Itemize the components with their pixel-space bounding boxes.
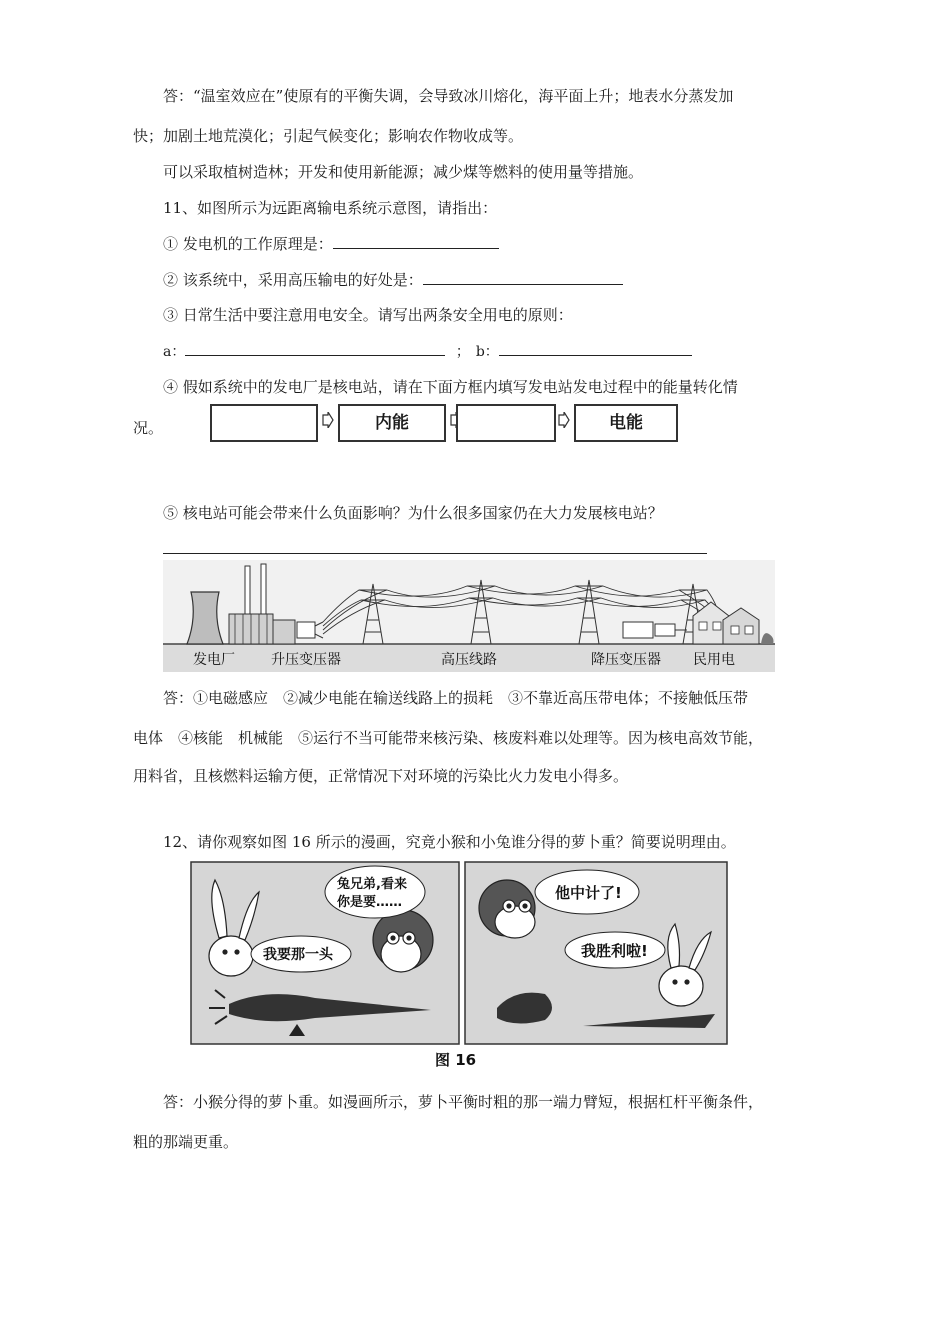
- label-residential-power: 民用电: [693, 652, 735, 668]
- question-11-item-4-cont: 况。: [133, 419, 164, 437]
- question-12-title: 12、请你观察如图 16 所示的漫画，究竟小猴和小兔谁分得的萝卜重？简要说明理由。: [163, 833, 736, 851]
- figure-caption: 图 16: [435, 1051, 477, 1069]
- blank-a-label: a：: [163, 344, 186, 360]
- comic-figure-16: [185, 858, 731, 1074]
- bubble-text: 你是要……: [337, 895, 403, 910]
- arrow-right-icon: [558, 412, 570, 428]
- answer-blank[interactable]: [333, 234, 499, 249]
- item-label: ② 该系统中，采用高压输电的好处是：: [163, 271, 423, 289]
- label-high-voltage-line: 高压线路: [441, 652, 497, 668]
- blank-b-label: b：: [475, 344, 499, 360]
- label-step-down-transformer: 降压变压器: [591, 652, 661, 668]
- answer-blank-a[interactable]: [185, 341, 445, 356]
- answer-12-line: 粗的那端更重。: [133, 1133, 239, 1151]
- question-11-item-5: ⑤ 核电站可能会带来什么负面影响？为什么很多国家仍在大力发展核电站？: [163, 504, 663, 522]
- bubble-text: 兔兄弟,看来: [337, 877, 407, 892]
- answer-12-line: 答：小猴分得的萝卜重。如漫画所示，萝卜平衡时粗的那一端力臂短，根据杠杆平衡条件，: [163, 1093, 764, 1111]
- flow-box-internal-energy: 内能: [338, 404, 446, 442]
- label-step-up-transformer: 升压变压器: [271, 652, 341, 668]
- answer-text-line: 快；加剧土地荒漠化；引起气候变化；影响农作物收成等。: [133, 127, 524, 145]
- answer-blank-line[interactable]: [163, 553, 707, 554]
- question-11-item-2: [163, 270, 623, 290]
- cooling-tower-icon: [187, 592, 223, 644]
- arrow-right-icon: [322, 412, 334, 428]
- flow-box-electric-energy: 电能: [574, 404, 678, 442]
- answer-11-line: 答：①电磁感应 ②减少电能在输送线路上的损耗 ③不靠近高压带电体；不接触低压带: [163, 689, 749, 707]
- label-power-plant: 发电厂: [193, 652, 235, 668]
- answer-text-line: 可以采取植树造林；开发和使用新能源；减少煤等燃料的使用量等措施。: [163, 163, 644, 181]
- separator: ；: [455, 344, 470, 360]
- bubble-text: 我胜利啦!: [581, 942, 648, 960]
- energy-flow-diagram: [210, 400, 678, 444]
- answer-blank-b[interactable]: [499, 341, 692, 356]
- answer-11-line: 用料省，且核燃料运输方便，正常情况下对环境的污染比火力发电小得多。: [133, 767, 629, 785]
- flow-box-empty-1[interactable]: [210, 404, 318, 442]
- item-label: ① 发电机的工作原理是：: [163, 235, 333, 253]
- answer-text-line: 答：“温室效应在”使原有的平衡失调，会导致冰川熔化，海平面上升；地表水分蒸发加: [163, 87, 734, 105]
- question-11-title: 11、如图所示为远距离输电系统示意图，请指出：: [163, 199, 498, 217]
- speech-bubble: [325, 866, 425, 918]
- bubble-text: 我要那一头: [263, 947, 333, 963]
- question-11-item-4: ④ 假如系统中的发电厂是核电站，请在下面方框内填写发电站发电过程中的能量转化情: [163, 378, 738, 396]
- question-11-item-3-blanks: [163, 341, 692, 362]
- power-transmission-figure: [163, 560, 775, 672]
- answer-11-line: 电体 ④核能 机械能 ⑤运行不当可能带来核污染、核废料难以处理等。因为核电高效节能，: [133, 729, 764, 747]
- question-11-item-1: [163, 234, 499, 254]
- flow-box-empty-2[interactable]: [456, 404, 556, 442]
- answer-blank[interactable]: [423, 270, 623, 285]
- bubble-text: 他中计了!: [555, 884, 622, 902]
- question-11-item-3: ③ 日常生活中要注意用电安全。请写出两条安全用电的原则：: [163, 306, 573, 324]
